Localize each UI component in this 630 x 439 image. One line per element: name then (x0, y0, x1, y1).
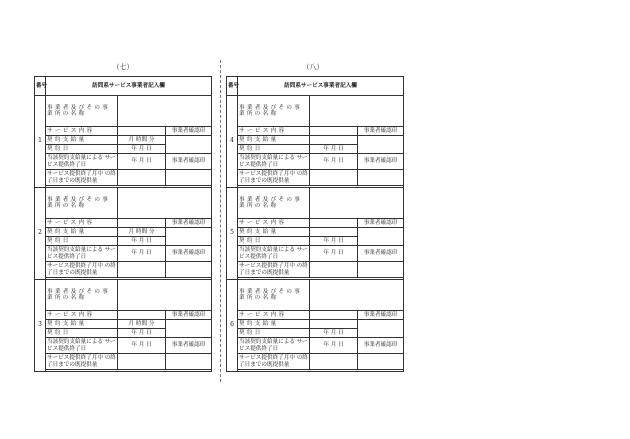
used-amount-label: サービス提供終了月中 の終了日までの既提供量 (47, 263, 116, 276)
confirm-label: 事業者確認印 (166, 219, 212, 228)
column-header: 訪問系サービス事業者記入欄 (238, 77, 404, 96)
confirm-label: 事業者確認印 (358, 219, 404, 228)
provider-name-label: 事業者及びその事業所の名称 (238, 96, 310, 127)
service-field[interactable] (118, 127, 166, 136)
number-header: 番号 (35, 77, 46, 96)
end-date-field[interactable]: 年 月 日 (310, 338, 358, 354)
contract-date-field[interactable]: 年 月 日 (310, 329, 358, 338)
confirm-label: 事業者確認印 (358, 246, 404, 262)
confirm-label: 事業者確認印 (166, 154, 212, 170)
end-date-label: 当該契約支給量による サービス提供終了日 (239, 155, 308, 168)
contract-amount-label: 契約支給量 (238, 136, 310, 145)
provider-name-label: 事業者及びその事業所の名称 (46, 280, 118, 311)
service-field[interactable] (118, 311, 166, 320)
used-amount-seal[interactable] (358, 262, 404, 278)
contract-date-label: 契約日 (46, 145, 118, 154)
entry-number: 4 (227, 96, 238, 188)
provider-name-field[interactable] (310, 188, 404, 219)
service-label: サービス内容 (238, 219, 310, 228)
confirm-label: 事業者確認印 (358, 338, 404, 354)
confirm-label: 事業者確認印 (166, 246, 212, 262)
end-date-field[interactable]: 年 月 日 (118, 154, 166, 170)
service-label: サービス内容 (46, 219, 118, 228)
confirm-seal-field[interactable] (166, 228, 212, 246)
column-header: 訪問系サービス事業者記入欄 (46, 77, 212, 96)
confirm-label: 事業者確認印 (166, 338, 212, 354)
used-amount-label: サービス提供終了月中 の終了日までの既提供量 (239, 355, 308, 368)
service-label: サービス内容 (238, 127, 310, 136)
contract-amount-label: 契約支給量 (238, 228, 310, 237)
service-label: サービス内容 (46, 311, 118, 320)
confirm-label: 事業者確認印 (358, 311, 404, 320)
entry-spacer (46, 370, 212, 372)
form-table-left (34, 76, 212, 372)
used-amount-label: サービス提供終了月中 の終了日までの既提供量 (239, 171, 308, 184)
contract-date-field[interactable]: 年 月 日 (310, 237, 358, 246)
form-table-right (226, 76, 404, 372)
service-label: サービス内容 (46, 127, 118, 136)
used-amount-field[interactable] (310, 262, 358, 278)
service-field[interactable] (310, 219, 358, 228)
panel-title-left: （七） (112, 63, 134, 71)
entry-number: 6 (227, 280, 238, 372)
confirm-seal-field[interactable] (166, 320, 212, 338)
contract-amount-label: 契約支給量 (46, 320, 118, 329)
provider-name-label: 事業者及びその事業所の名称 (238, 280, 310, 311)
service-field[interactable] (310, 311, 358, 320)
contract-date-label: 契約日 (46, 329, 118, 338)
service-label: サービス内容 (238, 311, 310, 320)
number-header: 番号 (227, 77, 238, 96)
used-amount-label: サービス提供終了月中 の終了日までの既提供量 (239, 263, 308, 276)
provider-name-field[interactable] (118, 280, 212, 311)
end-date-field[interactable]: 年 月 日 (310, 246, 358, 262)
end-date-field[interactable]: 年 月 日 (310, 154, 358, 170)
end-date-label: 当該契約支給量による サービス提供終了日 (239, 339, 308, 352)
used-amount-label: サービス提供終了月中 の終了日までの既提供量 (47, 355, 116, 368)
contract-date-field[interactable]: 年 月 日 (118, 329, 166, 338)
entry-number: 1 (35, 96, 46, 188)
contract-date-field[interactable]: 年 月 日 (310, 145, 358, 154)
end-date-label: 当該契約支給量による サービス提供終了日 (47, 155, 116, 168)
provider-name-field[interactable] (310, 96, 404, 127)
contract-date-label: 契約日 (238, 145, 310, 154)
provider-name-label: 事業者及びその事業所の名称 (46, 188, 118, 219)
used-amount-seal[interactable] (166, 262, 212, 278)
confirm-label: 事業者確認印 (166, 127, 212, 136)
end-date-field[interactable]: 年 月 日 (118, 338, 166, 354)
provider-name-field[interactable] (118, 188, 212, 219)
provider-name-label: 事業者及びその事業所の名称 (46, 96, 118, 127)
end-date-label: 当該契約支給量による サービス提供終了日 (47, 339, 116, 352)
confirm-seal-field[interactable] (358, 320, 404, 338)
contract-date-field[interactable]: 年 月 日 (118, 145, 166, 154)
contract-amount-field[interactable]: 月 時間 分 (118, 136, 166, 145)
contract-amount-label: 契約支給量 (46, 136, 118, 145)
contract-amount-field[interactable]: 月 時間 分 (118, 320, 166, 329)
confirm-label: 事業者確認印 (166, 311, 212, 320)
contract-date-label: 契約日 (238, 237, 310, 246)
confirm-seal-field[interactable] (358, 228, 404, 246)
entry-number: 5 (227, 188, 238, 280)
provider-name-label: 事業者及びその事業所の名称 (238, 188, 310, 219)
used-amount-field[interactable] (118, 354, 166, 370)
used-amount-field[interactable] (118, 170, 166, 186)
used-amount-field[interactable] (118, 262, 166, 278)
contract-amount-label: 契約支給量 (46, 228, 118, 237)
entry-spacer (238, 370, 404, 372)
entry-number: 2 (35, 188, 46, 280)
used-amount-label: サービス提供終了月中 の終了日までの既提供量 (47, 171, 116, 184)
contract-amount-field[interactable] (310, 228, 358, 237)
provider-name-field[interactable] (310, 280, 404, 311)
used-amount-field[interactable] (310, 170, 358, 186)
end-date-label: 当該契約支給量による サービス提供終了日 (239, 247, 308, 260)
used-amount-seal[interactable] (166, 354, 212, 370)
service-field[interactable] (310, 127, 358, 136)
contract-amount-field[interactable] (310, 136, 358, 145)
contract-amount-label: 契約支給量 (238, 320, 310, 329)
confirm-label: 事業者確認印 (358, 127, 404, 136)
used-amount-seal[interactable] (358, 354, 404, 370)
used-amount-seal[interactable] (166, 170, 212, 186)
provider-name-field[interactable] (118, 96, 212, 127)
confirm-seal-field[interactable] (166, 136, 212, 154)
end-date-field[interactable]: 年 月 日 (118, 246, 166, 262)
contract-amount-field[interactable]: 月 時間 分 (118, 228, 166, 237)
confirm-label: 事業者確認印 (358, 154, 404, 170)
confirm-seal-field[interactable] (358, 136, 404, 154)
panel-title-right: （八） (302, 63, 324, 71)
entry-number: 3 (35, 280, 46, 372)
contract-amount-field[interactable] (310, 320, 358, 329)
contract-date-label: 契約日 (46, 237, 118, 246)
contract-date-field[interactable]: 年 月 日 (118, 237, 166, 246)
service-field[interactable] (118, 219, 166, 228)
used-amount-seal[interactable] (358, 170, 404, 186)
end-date-label: 当該契約支給量による サービス提供終了日 (47, 247, 116, 260)
used-amount-field[interactable] (310, 354, 358, 370)
panel-divider (220, 60, 221, 382)
contract-date-label: 契約日 (238, 329, 310, 338)
